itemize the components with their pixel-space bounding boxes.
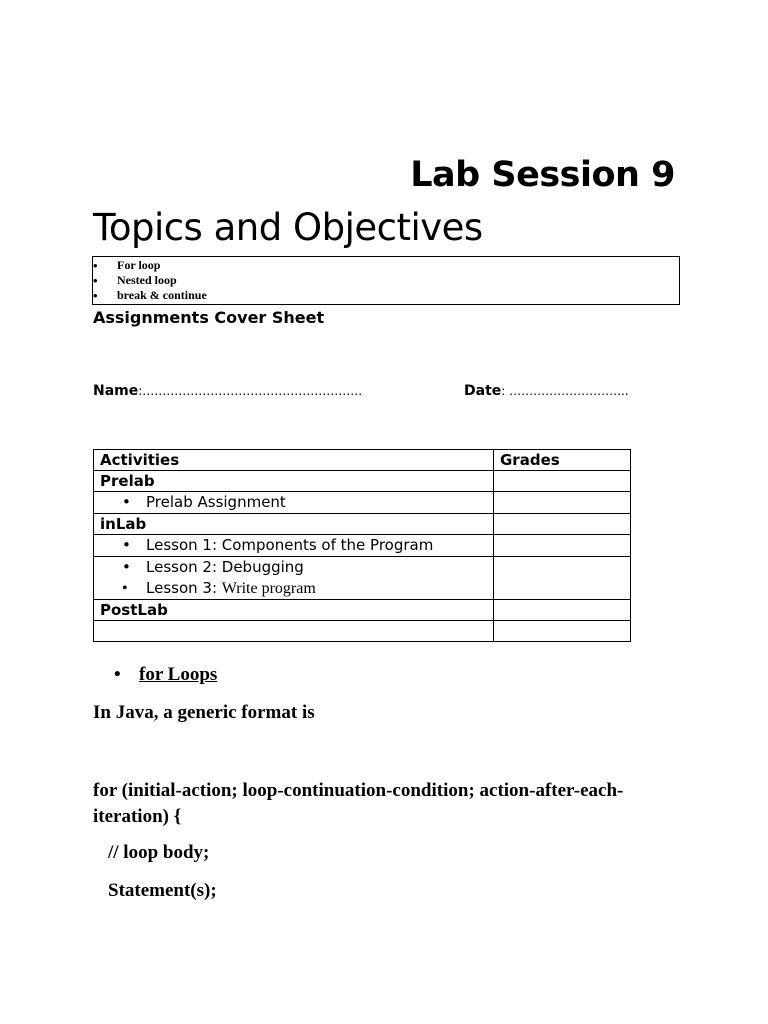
for-loops-label: for Loops: [139, 664, 218, 685]
lesson-3-text: Write program: [221, 580, 316, 597]
grade-cell: [494, 600, 631, 621]
topics-box: [92, 256, 680, 305]
name-label: Name: [93, 383, 139, 399]
topics-list: [93, 258, 679, 303]
java-intro-text: In Java, a generic format is: [93, 702, 315, 723]
postlab-label: PostLab: [94, 600, 494, 621]
lesson-3-item: [146, 578, 487, 599]
loop-body-comment: // loop body;: [108, 842, 210, 863]
date-blank: : ………………………...: [501, 384, 629, 398]
topic-item: • For loop: [93, 258, 679, 273]
table-row: [94, 471, 631, 492]
table-row: [94, 492, 631, 514]
topic-item: • break & continue: [93, 288, 679, 303]
grade-cell: [494, 514, 631, 535]
inlab-label: inLab: [94, 514, 494, 535]
grade-cell: [494, 621, 631, 642]
topics-heading: Topics and Objectives: [93, 206, 483, 249]
lesson2-3-cell: [94, 557, 494, 600]
statements-line: Statement(s);: [108, 880, 217, 901]
date-field-row: [464, 380, 629, 399]
cover-sheet-heading: Assignments Cover Sheet: [93, 308, 325, 327]
lesson-1-item: • Lesson 1: Components of the Program: [146, 535, 487, 556]
name-blank: :……………………………………………….: [138, 384, 363, 398]
table-row: [94, 557, 631, 600]
grades-table: [93, 449, 631, 642]
for-syntax-text: for (initial-action; loop-continuation-condition; action-after-each-iteration) {: [93, 780, 624, 827]
grades-header: Grades: [494, 450, 631, 471]
prelab-label: Prelab: [94, 471, 494, 492]
for-loops-heading: [114, 664, 217, 686]
grade-cell: [494, 535, 631, 557]
lesson1-cell: [94, 535, 494, 557]
prelab-assignment-item: • Prelab Assignment: [146, 492, 487, 513]
grade-cell: [494, 492, 631, 514]
empty-activity-cell: [94, 621, 494, 642]
lesson-3-prefix: Lesson 3:: [146, 579, 222, 597]
table-row: [94, 600, 631, 621]
table-header-row: [94, 450, 631, 471]
date-label: Date: [464, 383, 502, 399]
table-row: [94, 514, 631, 535]
topic-item: • Nested loop: [93, 273, 679, 288]
table-row: [94, 535, 631, 557]
table-row: [94, 621, 631, 642]
activities-header: Activities: [94, 450, 494, 471]
grade-cell: [494, 557, 631, 600]
lab-session-title: Lab Session 9: [410, 155, 675, 195]
lesson-2-item: • Lesson 2: Debugging: [146, 557, 487, 578]
name-field-row: [93, 380, 362, 399]
bullet-icon: •: [114, 664, 121, 685]
grade-cell: [494, 471, 631, 492]
prelab-items-cell: [94, 492, 494, 514]
